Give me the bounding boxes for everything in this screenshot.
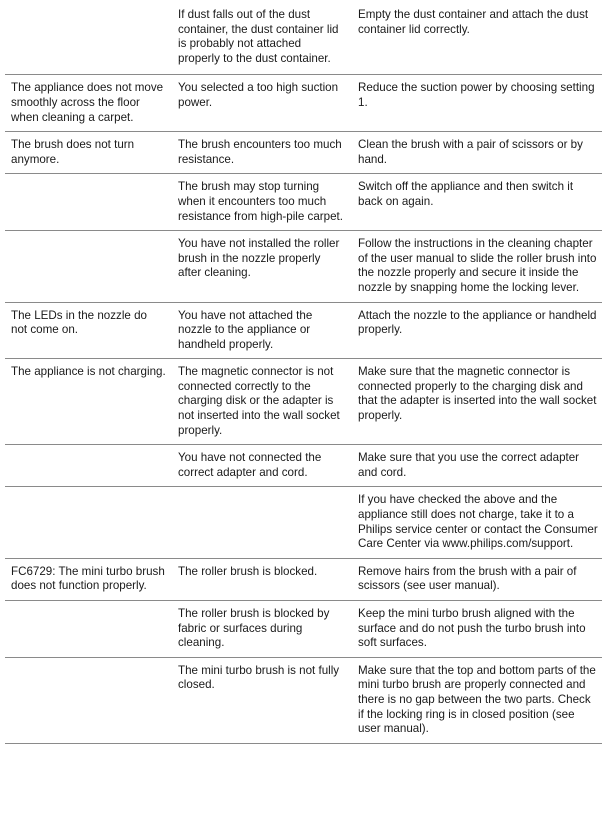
table-row: [5, 132, 602, 174]
cause-cell: The brush encounters too much resistance.: [172, 132, 352, 174]
solution-cell: Follow the instructions in the cleaning chapter of the user manual to slide the roller brush into the nozzle properly and secure it inside the nozzle by snapping home the locking lever.: [352, 231, 602, 302]
problem-cell: [5, 445, 172, 487]
problem-cell: The appliance does not move smoothly across the floor when cleaning a carpet.: [5, 75, 172, 132]
table-row: [5, 302, 602, 359]
problem-cell: The brush does not turn anymore.: [5, 132, 172, 174]
problem-cell: [5, 174, 172, 231]
problem-cell: [5, 231, 172, 302]
cause-cell: The roller brush is blocked by fabric or surfaces during cleaning.: [172, 601, 352, 658]
problem-cell: [5, 601, 172, 658]
problem-cell: [5, 657, 172, 743]
table-row: [5, 601, 602, 658]
cause-cell: The roller brush is blocked.: [172, 558, 352, 600]
problem-cell: FC6729: The mini turbo brush does not function properly.: [5, 558, 172, 600]
solution-cell: If you have checked the above and the appliance still does not charge, take it to a Philips service center or contact the Consumer Care Center via www.philips.com/support.: [352, 487, 602, 558]
cause-cell: If dust falls out of the dust container, the dust container lid is probably not attached properly to the dust container.: [172, 2, 352, 75]
solution-cell: Make sure that you use the correct adapter and cord.: [352, 445, 602, 487]
cause-cell: You have not attached the nozzle to the appliance or handheld properly.: [172, 302, 352, 359]
cause-cell: You have not installed the roller brush in the nozzle properly after cleaning.: [172, 231, 352, 302]
solution-cell: Attach the nozzle to the appliance or handheld properly.: [352, 302, 602, 359]
solution-cell: Switch off the appliance and then switch it back on again.: [352, 174, 602, 231]
cause-cell: The brush may stop turning when it encounters too much resistance from high-pile carpet.: [172, 174, 352, 231]
solution-cell: Remove hairs from the brush with a pair of scissors (see user manual).: [352, 558, 602, 600]
table-row: [5, 75, 602, 132]
cause-cell: [172, 487, 352, 558]
table-row: [5, 359, 602, 445]
table-row: [5, 487, 602, 558]
table-row: [5, 174, 602, 231]
table-row: [5, 2, 602, 75]
solution-cell: Reduce the suction power by choosing setting 1.: [352, 75, 602, 132]
troubleshooting-table-body: [5, 2, 602, 743]
troubleshooting-table: [5, 2, 602, 744]
table-row: [5, 558, 602, 600]
cause-cell: You selected a too high suction power.: [172, 75, 352, 132]
solution-cell: Clean the brush with a pair of scissors or by hand.: [352, 132, 602, 174]
cause-cell: The mini turbo brush is not fully closed.: [172, 657, 352, 743]
problem-cell: [5, 2, 172, 75]
cause-cell: You have not connected the correct adapter and cord.: [172, 445, 352, 487]
solution-cell: Make sure that the top and bottom parts of the mini turbo brush are properly connected and there is no gap between the two parts. Check if the locking ring is in closed position (see user manual).: [352, 657, 602, 743]
problem-cell: [5, 487, 172, 558]
table-row: [5, 231, 602, 302]
table-row: [5, 445, 602, 487]
table-row: [5, 657, 602, 743]
solution-cell: Keep the mini turbo brush aligned with the surface and do not push the turbo brush into soft surfaces.: [352, 601, 602, 658]
problem-cell: The LEDs in the nozzle do not come on.: [5, 302, 172, 359]
problem-cell: The appliance is not charging.: [5, 359, 172, 445]
solution-cell: Empty the dust container and attach the dust container lid correctly.: [352, 2, 602, 75]
solution-cell: Make sure that the magnetic connector is connected properly to the charging disk and that the adapter is inserted into the wall socket properly.: [352, 359, 602, 445]
cause-cell: The magnetic connector is not connected correctly to the charging disk or the adapter is not inserted into the wall socket properly.: [172, 359, 352, 445]
